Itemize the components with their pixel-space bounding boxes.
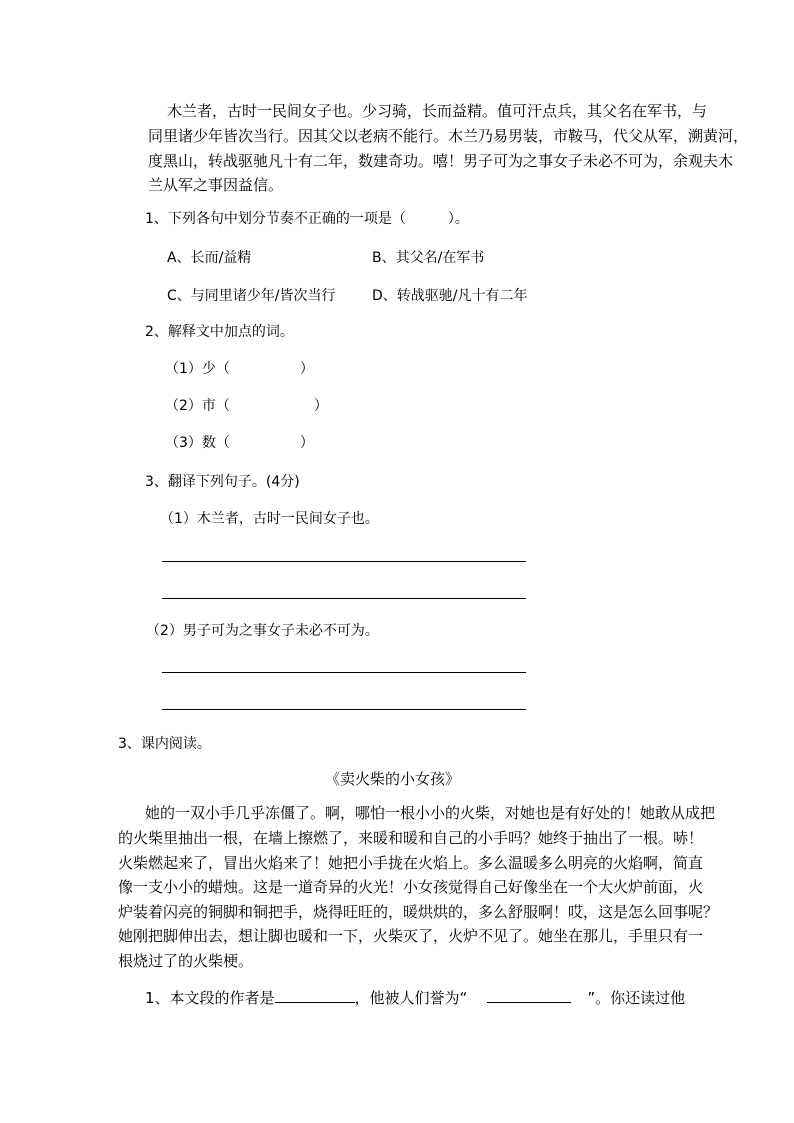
reading-line: 她的一双小手几乎冻僵了。啊，哪怕一根小小的火柴，对她也是有好处的！她敢从成把 bbox=[145, 804, 716, 822]
option-c: C、与同里诸少年/皆次当行 bbox=[167, 288, 336, 304]
option-b: B、其父名/在军书 bbox=[372, 250, 485, 266]
section-heading: 3、课内阅读。 bbox=[118, 736, 211, 752]
sentence-1: （1）木兰者，古时一民间女子也。 bbox=[160, 511, 379, 527]
title-blank[interactable] bbox=[487, 988, 571, 1003]
question-2-stem: 2、解释文中加点的词。 bbox=[145, 324, 294, 340]
question-text: ”。你还读过他 bbox=[587, 989, 686, 1007]
passage-line: 度黑山，转战驱驰凡十有二年，数建奇功。嘻！男子可为之事女子未必不可为，余观夫木 bbox=[148, 152, 734, 170]
sentence-2: （2）男子可为之事女子未必不可为。 bbox=[146, 623, 379, 639]
question-2-item: （3）数（ ） bbox=[165, 435, 314, 451]
question-1-stem: 1、下列各句中划分节奏不正确的一项是（ ）。 bbox=[145, 211, 469, 227]
passage-line: 木兰者，古时一民间女子也。少习骑，长而益精。值可汗点兵，其父名在军书，与 bbox=[167, 102, 708, 120]
reading-line: 炉装着闪亮的铜脚和铜把手，烧得旺旺的，暖烘烘的，多么舒服啊！哎，这是怎么回事呢？ bbox=[118, 903, 719, 921]
option-d: D、转战驱驰/凡十有二年 bbox=[372, 288, 528, 304]
reading-line: 的火柴里抽出一根，在墙上擦燃了，来暖和暖和自己的小手吗？她终于抽出了一根。哧！ bbox=[118, 829, 704, 847]
reading-line: 根烧过了的火柴梗。 bbox=[118, 952, 254, 970]
answer-line[interactable] bbox=[162, 598, 526, 599]
question-2-item: （2）市（ ） bbox=[165, 398, 328, 414]
reading-line: 她刚把脚伸出去，想让脚也暖和一下，火柴灭了，火炉不见了。她坐在那儿，手里只有一 bbox=[118, 927, 704, 945]
answer-line[interactable] bbox=[162, 709, 526, 710]
answer-line[interactable] bbox=[162, 672, 526, 673]
reading-line: 火柴燃起来了，冒出火焰来了！她把小手拢在火焰上。多么温暖多么明亮的火焰啊，简直 bbox=[118, 854, 704, 872]
passage-line: 兰从军之事因益信。 bbox=[148, 176, 284, 194]
reading-question-1 bbox=[145, 988, 685, 1007]
question-3-stem: 3、翻译下列句子。(4分) bbox=[145, 474, 300, 490]
reading-title: 《卖火柴的小女孩》 bbox=[325, 770, 461, 788]
passage-line: 同里诸少年皆次当行。因其父以老病不能行。木兰乃易男装，市鞍马，代父从军，溯黄河， bbox=[148, 127, 749, 145]
answer-line[interactable] bbox=[162, 561, 526, 562]
question-text: 1、本文段的作者是 bbox=[145, 989, 275, 1007]
question-2-item: （1）少（ ） bbox=[165, 361, 314, 377]
reading-line: 像一支小小的蜡烛。这是一道奇异的火光！小女孩觉得自己好像坐在一个大火炉前面，火 bbox=[118, 878, 704, 896]
question-text: ，他被人们誉为“ bbox=[354, 989, 468, 1007]
author-blank[interactable] bbox=[275, 988, 355, 1003]
option-a: A、长而/益精 bbox=[167, 250, 252, 266]
